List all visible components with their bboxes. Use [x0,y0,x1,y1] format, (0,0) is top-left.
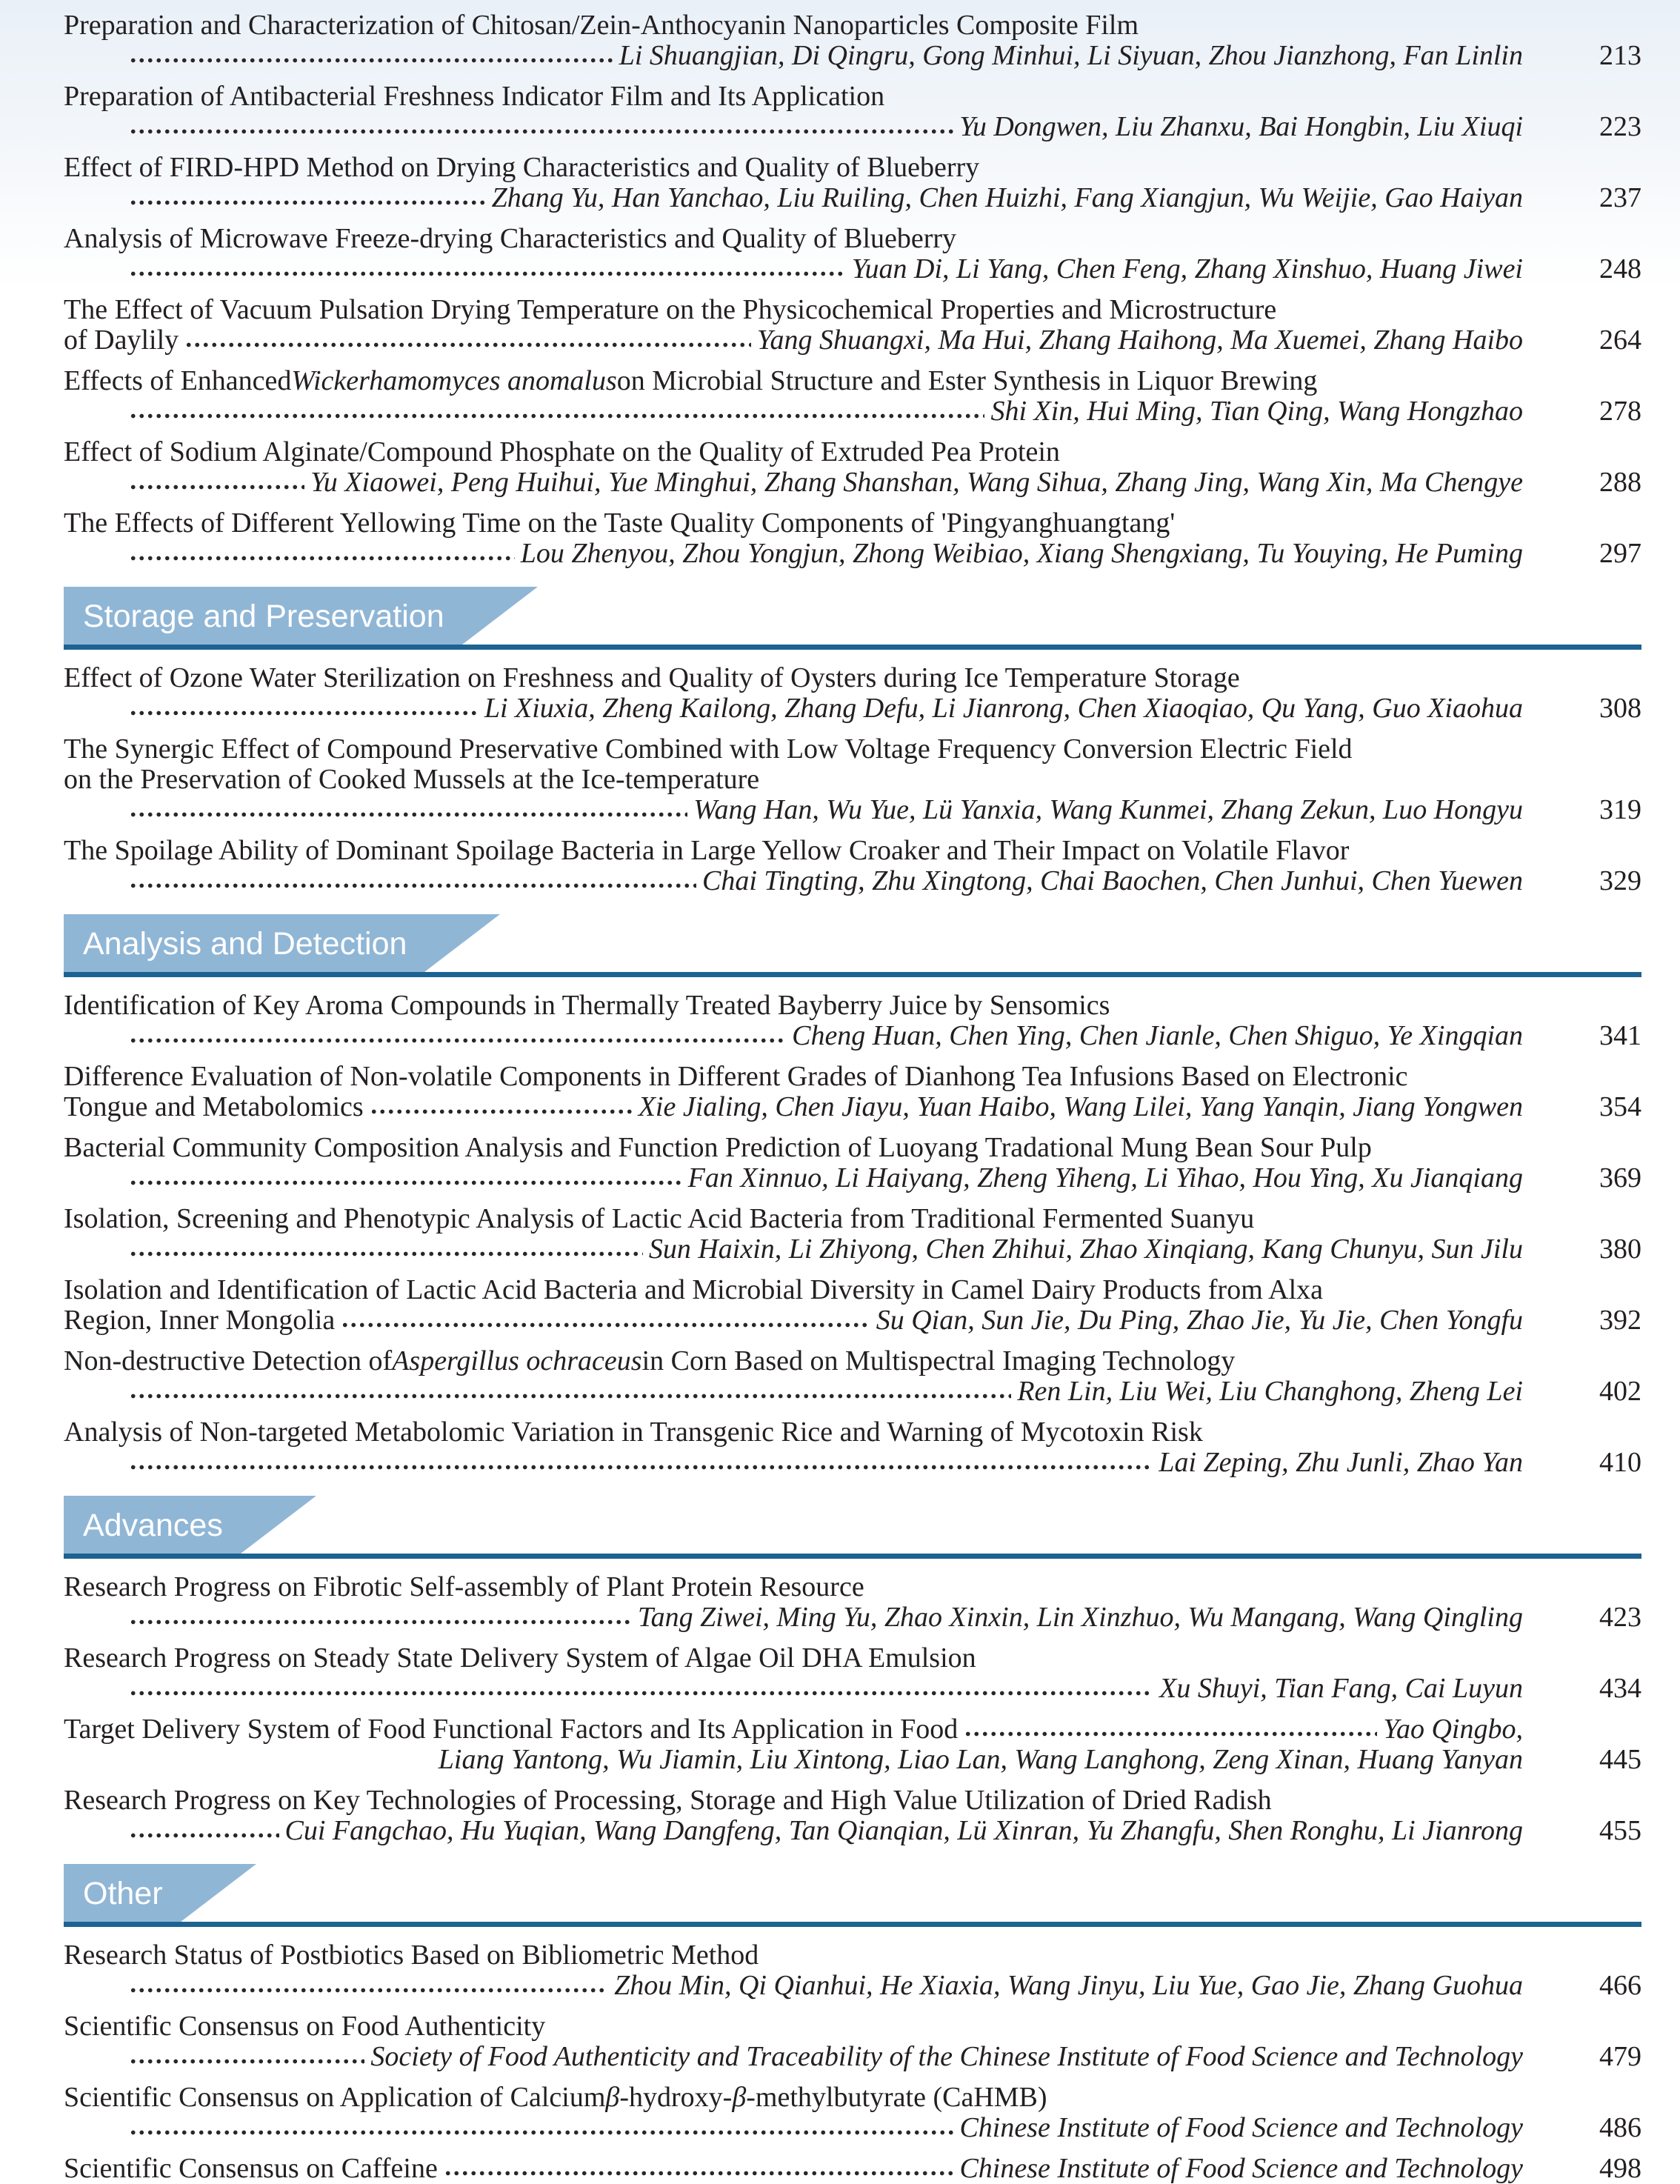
entry-row [64,1376,1641,1407]
dot-leader [964,1731,1377,1737]
dot-leader [129,1465,1153,1470]
dot-leader [370,1109,633,1114]
title-text: Analysis of Non-targeted Metabolomic Variation in Transgenic Rice and Warning of Mycotoxin Risk [64,1416,1203,1448]
dot-leader [129,200,486,205]
title-text: Research Status of Postbiotics Based on Bibliometric Method [64,1940,759,1971]
entry-row [64,1062,1641,1092]
entry-row [64,10,1641,41]
entry-row [64,1674,1641,1704]
authors-text: Chinese Institute of Food Science and Technology [959,2112,1523,2143]
entry-row [64,2154,1641,2184]
entry-row [64,1163,1641,1193]
dot-leader [129,1833,279,1838]
title-text: of Daylily [64,324,179,356]
article-entry [64,734,1641,825]
page-number: 380 [1599,1234,1641,1265]
title-text: in Corn Based on Multispectral Imaging Technology [641,1345,1236,1376]
title-text: Analysis of Microwave Freeze-drying Characteristics and Quality of Blueberry [64,223,957,254]
page-number: 455 [1599,1815,1641,1846]
dot-leader [129,129,953,134]
entry-row [64,1417,1641,1448]
entry-row [64,1940,1641,1971]
title-text: Target Delivery System of Food Functional Factors and Its Application in Food [64,1714,959,1745]
authors-text: Li Shuangjian, Di Qingru, Gong Minhui, Li Siyuan, Zhou Jianzhong, Fan Linlin [619,40,1523,71]
authors-text: Lai Zeping, Zhu Junli, Zhao Yan [1159,1447,1523,1478]
page-number: 223 [1599,111,1641,142]
page-number: 434 [1599,1673,1641,1704]
title-text-italic: β [732,2082,747,2113]
entry-row [64,1346,1641,1376]
dot-leader [129,1619,632,1625]
page-number: 354 [1599,1091,1641,1122]
page-number: 410 [1599,1447,1641,1478]
page-number: 329 [1599,865,1641,896]
title-text-italic: β [605,2082,620,2113]
article-entry [64,2083,1641,2143]
entry-row [64,1745,1641,1775]
title-text: on the Preservation of Cooked Mussels at the Ice-temperature [64,764,760,795]
authors-text: Xie Jialing, Chen Jiayu, Yuan Haibo, Wang Lilei, Yang Yanqin, Jiang Yongwen [638,1091,1523,1122]
authors-text: Zhou Min, Qi Qianhui, He Xiaxia, Wang Jinyu, Liu Yue, Gao Jie, Zhang Guohua [614,1970,1523,2001]
section-rule [64,645,1641,650]
title-text: Preparation of Antibacterial Freshness Indicator Film and Its Application [64,81,885,112]
dot-leader [129,485,304,490]
title-text: Scientific Consensus on Caffeine [64,2153,438,2184]
authors-text: Yang Shuangxi, Ma Hui, Zhang Haihong, Ma Xuemei, Zhang Haibo [756,324,1523,356]
article-entry [64,663,1641,724]
page-number: 498 [1599,2153,1641,2184]
title-text: Non-destructive Detection of [64,1345,393,1376]
section-rule [64,1554,1641,1559]
article-entry [64,1572,1641,1633]
dot-leader [129,2059,364,2064]
article-entry [64,1275,1641,1336]
entry-row [64,1971,1641,2001]
dot-leader [129,1251,643,1256]
page-number: 423 [1599,1602,1641,1633]
title-text: -methylbutyrate (CaHMB) [746,2082,1047,2113]
page-number: 278 [1599,396,1641,427]
dot-leader [184,342,751,347]
page-number: 264 [1599,324,1641,356]
entry-row [64,41,1641,71]
article-entry [64,10,1641,71]
dot-leader [129,1394,1011,1399]
dot-leader [129,2130,953,2135]
page-number: 486 [1599,2112,1641,2143]
entry-row [64,2083,1641,2113]
authors-text: Su Qian, Sun Jie, Du Ping, Zhao Jie, Yu Jie, Chen Yongfu [876,1305,1523,1336]
page-number: 319 [1599,794,1641,825]
entry-row [64,1275,1641,1305]
article-entry [64,836,1641,896]
title-text: The Synergic Effect of Compound Preservative Combined with Low Voltage Frequency Conversion Electric Field [64,733,1353,765]
entry-row [64,1785,1641,1816]
entry-row [64,663,1641,693]
authors-text: Cheng Huan, Chen Ying, Chen Jianle, Chen Shiguo, Ye Xingqian [792,1020,1523,1051]
article-entry [64,1346,1641,1407]
authors-text: Ren Lin, Liu Wei, Liu Changhong, Zheng Lei [1017,1376,1523,1407]
entry-row [64,795,1641,825]
title-text-italic: Wickerhamomyces anomalus [291,365,617,396]
article-entry [64,1133,1641,1193]
page-number: 297 [1599,538,1641,569]
article-entry [64,1417,1641,1478]
entry-row [64,1643,1641,1674]
page-number: 308 [1599,693,1641,724]
dot-leader [129,271,846,276]
article-entry [64,224,1641,284]
article-entry [64,508,1641,569]
entry-row [64,254,1641,284]
entry-row [64,396,1641,427]
entry-row [64,836,1641,866]
authors-text: Li Xiuxia, Zheng Kailong, Zhang Defu, Li Jianrong, Chen Xiaoqiao, Qu Yang, Guo Xiaohua [484,693,1523,724]
entry-row [64,1572,1641,1602]
dot-leader [129,710,479,716]
section-label: Analysis and Detection [83,926,407,962]
title-text: Research Progress on Steady State Delivery System of Algae Oil DHA Emulsion [64,1642,976,1674]
entry-row [64,1234,1641,1265]
title-text: Preparation and Characterization of Chitosan/Zein-Anthocyanin Nanoparticles Composite Film [64,10,1139,41]
entry-row [64,1133,1641,1163]
authors-text: Chai Tingting, Zhu Xingtong, Chai Baochen, Chen Junhui, Chen Yuewen [702,865,1523,896]
entry-row [64,2011,1641,2042]
title-text: Effect of FIRD-HPD Method on Drying Characteristics and Quality of Blueberry [64,152,980,183]
authors-text: Yu Xiaowei, Peng Huihui, Yue Minghui, Zhang Shanshan, Wang Sihua, Zhang Jing, Wang Xin, Ma Chengye [310,467,1523,498]
entry-row [64,866,1641,896]
entry-row [64,1021,1641,1051]
authors-text: Chinese Institute of Food Science and Technology [959,2153,1523,2184]
entry-row [64,224,1641,254]
title-text: The Effect of Vacuum Pulsation Drying Temperature on the Physicochemical Properties and Microstructure [64,294,1277,325]
article-entry [64,991,1641,1051]
title-text: Bacterial Community Composition Analysis and Function Prediction of Luoyang Tradational Mung Bean Sour Pulp [64,1132,1372,1163]
article-entry [64,153,1641,213]
entry-row [64,295,1641,325]
entry-row [64,366,1641,396]
dot-leader [129,812,687,817]
entry-row [64,1305,1641,1336]
authors-text: Zhang Yu, Han Yanchao, Liu Ruiling, Chen Huizhi, Fang Xiangjun, Wu Weijie, Gao Haiyan [491,182,1523,213]
authors-text: Fan Xinnuo, Li Haiyang, Zheng Yiheng, Li Yihao, Hou Ying, Xu Jianqiang [687,1162,1523,1193]
entry-row [64,1204,1641,1234]
page-number: 369 [1599,1162,1641,1193]
authors-text: Lou Zhenyou, Zhou Yongjun, Zhong Weibiao, Xiang Shengxiang, Tu Youying, He Puming [520,538,1523,569]
entry-row [64,734,1641,765]
title-text: Identification of Key Aroma Compounds in Thermally Treated Bayberry Juice by Sensomics [64,990,1110,1021]
entry-row [64,437,1641,467]
article-entry [64,2011,1641,2072]
dot-leader [129,883,696,888]
title-text: on Microbial Structure and Ester Synthesis in Liquor Brewing [616,365,1318,396]
entry-row [64,112,1641,142]
authors-text: Yao Qingbo, [1383,1714,1523,1745]
authors-text: Yuan Di, Li Yang, Chen Feng, Zhang Xinshuo, Huang Jiwei [851,253,1523,284]
entry-row [64,539,1641,569]
article-entry [64,81,1641,142]
authors-text: Sun Haixin, Li Zhiyong, Chen Zhihui, Zhao Xinqiang, Kang Chunyu, Sun Jilu [648,1234,1523,1265]
authors-text: Shi Xin, Hui Ming, Tian Qing, Wang Hongzhao [990,396,1523,427]
page-number: 341 [1599,1020,1641,1051]
entry-row [64,991,1641,1021]
entry-row [64,1816,1641,1846]
dot-leader [129,413,984,419]
entry-row [64,153,1641,183]
page-number: 248 [1599,253,1641,284]
article-entry [64,437,1641,498]
entry-row [64,508,1641,539]
title-text: Region, Inner Mongolia [64,1305,336,1336]
entry-row [64,325,1641,356]
article-entry [64,1940,1641,2001]
page-number: 466 [1599,1970,1641,2001]
article-entry [64,366,1641,427]
title-text: Isolation and Identification of Lactic Acid Bacteria and Microbial Diversity in Camel Dairy Products from Alxa [64,1274,1324,1305]
dot-leader [129,1988,608,1993]
entry-row [64,81,1641,112]
authors-text: Cui Fangchao, Hu Yuqian, Wang Dangfeng, Tan Qianqian, Lü Xinran, Yu Zhangfu, Shen Ronghu, Li Jianrong [284,1815,1523,1846]
dot-leader [129,1691,1153,1696]
title-text: Isolation, Screening and Phenotypic Analysis of Lactic Acid Bacteria from Traditional Fermented Suanyu [64,1203,1255,1234]
dot-leader [129,58,613,63]
title-text: Research Progress on Fibrotic Self-assembly of Plant Protein Resource [64,1571,864,1602]
authors-text: Society of Food Authenticity and Traceability of the Chinese Institute of Food Science and Technology [370,2041,1523,2072]
title-text: Effect of Sodium Alginate/Compound Phosphate on the Quality of Extruded Pea Protein [64,436,1060,467]
dot-leader [129,556,515,561]
dot-leader [341,1322,870,1328]
page-number: 479 [1599,2041,1641,2072]
section-label: Storage and Preservation [83,599,444,634]
page-number: 237 [1599,182,1641,213]
authors-text: Tang Ziwei, Ming Yu, Zhao Xinxin, Lin Xinzhuo, Wu Mangang, Wang Qingling [637,1602,1523,1633]
authors-text: Wang Han, Wu Yue, Lü Yanxia, Wang Kunmei, Zhang Zekun, Luo Hongyu [693,794,1523,825]
title-text: Difference Evaluation of Non-volatile Components in Different Grades of Dianhong Tea Infusions Based on Electronic [64,1061,1408,1092]
authors-text: Xu Shuyi, Tian Fang, Cai Luyun [1159,1673,1523,1704]
entry-row [64,765,1641,795]
page-number: 402 [1599,1376,1641,1407]
article-entry [64,1062,1641,1122]
dot-leader [129,1038,786,1043]
section-banner [64,1864,181,1922]
page-number: 288 [1599,467,1641,498]
entry-row [64,2113,1641,2143]
article-entry [64,295,1641,356]
title-text: The Effects of Different Yellowing Time on the Taste Quality Components of 'Pingyanghuangtang' [64,507,1176,539]
title-text: Tongue and Metabolomics [64,1091,364,1122]
dot-leader [129,1180,682,1185]
authors-text: Yu Dongwen, Liu Zhanxu, Bai Hongbin, Liu Xiuqi [959,111,1523,142]
title-text: Effect of Ozone Water Sterilization on Freshness and Quality of Oysters during Ice Temperature Storage [64,662,1240,693]
entry-row [64,693,1641,724]
title-text: -hydroxy- [619,2082,733,2113]
section-rule [64,1922,1641,1927]
title-text: Effects of Enhanced [64,365,292,396]
article-entry [64,2154,1641,2184]
authors-text: Liang Yantong, Wu Jiamin, Liu Xintong, Liao Lan, Wang Langhong, Zeng Xinan, Huang Yanyan [438,1744,1523,1775]
section-label: Advances [83,1508,223,1543]
entry-row [64,467,1641,498]
section-banner [64,914,424,972]
title-text: Scientific Consensus on Food Authenticity [64,2011,546,2042]
section-banner [64,1496,241,1554]
dot-leader [444,2171,954,2176]
section-banner [64,587,462,645]
page-number: 392 [1599,1305,1641,1336]
section-label: Other [83,1876,163,1911]
entry-row [64,1092,1641,1122]
title-text: Research Progress on Key Technologies of Processing, Storage and High Value Utilization of Dried Radish [64,1785,1272,1816]
title-text: The Spoilage Ability of Dominant Spoilage Bacteria in Large Yellow Croaker and Their Impact on Volatile Flavor [64,835,1350,866]
article-entry [64,1643,1641,1704]
article-entry [64,1785,1641,1846]
article-entry [64,1714,1641,1775]
title-text-italic: Aspergillus ochraceus [392,1345,642,1376]
section-rule [64,972,1641,977]
article-entry [64,1204,1641,1265]
entry-row [64,1714,1641,1745]
title-text: Scientific Consensus on Application of Calcium [64,2082,606,2113]
entry-row [64,1448,1641,1478]
entry-row [64,2042,1641,2072]
entry-row [64,1602,1641,1633]
entry-row [64,183,1641,213]
page-number: 445 [1599,1744,1641,1775]
page-number: 213 [1599,40,1641,71]
